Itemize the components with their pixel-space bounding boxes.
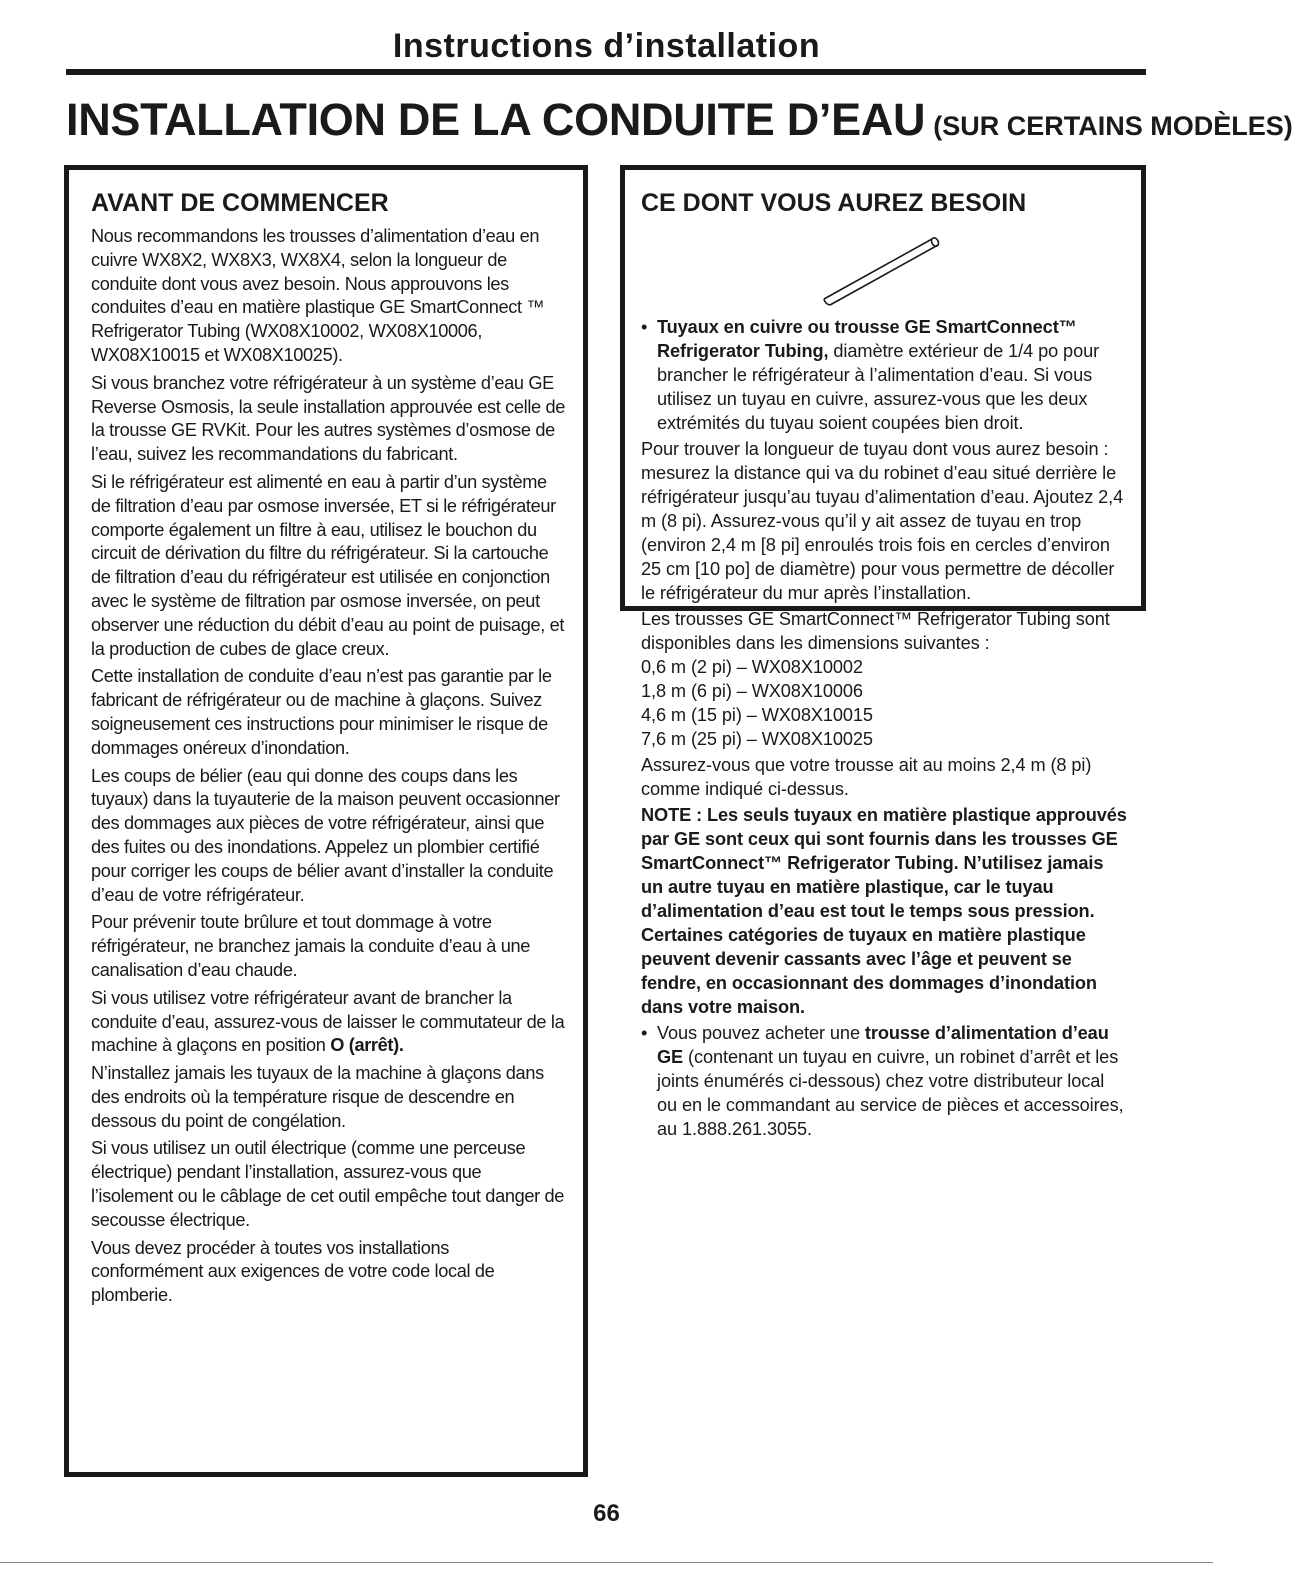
page-number: 66 <box>593 1500 620 1527</box>
body-paragraph: Cette installation de conduite d’eau n’est pas garantie par le fabricant de réfrigérateur ou de machine à glaçons. Suivez soigneusement ces instructions pour minimiser le risque de dommages onéreux d’inondation. <box>91 666 552 758</box>
section-title-main: INSTALLATION DE LA CONDUITE D’EAU <box>66 94 926 145</box>
tubing-illustration <box>784 225 984 315</box>
kit-size-item: 1,8 m (6 pi) – WX08X10006 <box>641 681 863 701</box>
body-paragraph: Pour prévenir toute brûlure et tout dommage à votre réfrigérateur, ne branchez jamais la conduite d’eau à une canalisation d’eau chaude. <box>91 912 531 980</box>
tubing-length-paragraph: Pour trouver la longueur de tuyau dont vous aurez besoin : mesurez la distance qui va du robinet d’eau situé derrière le réfrigérateur jusqu’au tuyau d’alimentation d’eau. Ajoutez 2,4 m (8 pi). Assurez-vous qu’il y ait assez de tuyau en trop (environ 2,4 m [8 pi] enroulés trois fois en cercles d’environ 25 cm [10 po] de diamètre) pour vous permettre de décoller le réfrigérateur du mur après l’installation. <box>641 439 1124 603</box>
body-paragraph: Nous recommandons les trousses d’alimentation d’eau en cuivre WX8X2, WX8X3, WX8X4, selon la longueur de conduite dont vous avez besoin. Nous approuvons les conduites d’eau en matière plastique GE SmartConnect ™ Refrigerator Tubing (WX08X10002, WX08X10006, WX08X10015 et WX08X10025). <box>91 226 545 365</box>
body-paragraph: Les coups de bélier (eau qui donne des coups dans les tuyaux) dans la tuyauterie de la maison peuvent occasionner des dommages aux pièces de votre réfrigérateur, ainsi que des fuites ou des inondations. Appelez un plombier certifié pour corriger les coups de bélier avant d’installer la conduite d’eau de votre réfrigérateur. <box>91 765 560 905</box>
kit-size-item: 0,6 m (2 pi) – WX08X10002 <box>641 657 863 677</box>
what-you-need-heading: CE DONT VOUS AUREZ BESOIN <box>641 189 1027 217</box>
kit-size-item: 4,6 m (15 pi) – WX08X10015 <box>641 705 873 725</box>
body-paragraph: Si vous utilisez un outil électrique (comme une perceuse électrique) pendant l’installation, assurez-vous que l’isolement ou le câblage de cet outil empêche tout danger de secousse électrique. <box>91 1138 565 1230</box>
kit-size-item: 7,6 m (25 pi) – WX08X10025 <box>641 729 873 749</box>
plastic-tubing-note <box>641 803 1127 1019</box>
section-title <box>66 92 1293 159</box>
footer-rule <box>0 1562 1213 1563</box>
page-header-title: Instructions d’installation <box>392 27 821 65</box>
water-supply-kit-bullet <box>641 1021 1127 1141</box>
water-supply-kit-post: (contenant un tuyau en cuivre, un robinet d’arrêt et les joints énumérés ci-dessous) chez votre distributeur local ou en le commandant au service de pièces et accessoires, au 1.888.261.3055. <box>657 1047 1124 1139</box>
copper-tubing-text: diamètre extérieur de 1/4 po pour brancher le réfrigérateur à l’alimentation d’eau. Si vous utilisez un tuyau en cuivre, assurez-vous que les deux extrémités du tuyau soient coupées bien droit. <box>657 341 1100 433</box>
plastic-tubing-note-text: NOTE : Les seuls tuyaux en matière plastique approuvés par GE sont ceux qui sont fournis dans les trousses GE SmartConnect™ Refrigerator Tubing. N’utilisez jamais un autre tuyau en matière plastique, car le tuyau d’alimentation d’eau est tout le temps sous pression. Certaines catégories de tuyaux en matière plastique peuvent devenir cassants avec l’âge et peuvent se fendre, en occasionnant des dommages d’inondation dans votre maison. <box>641 805 1127 1017</box>
before-you-begin-box <box>64 165 588 1477</box>
bullet-dot: • <box>641 317 648 337</box>
ice-maker-switch-off: O (arrêt). <box>330 1035 404 1056</box>
kit-availability-paragraph: Les trousses GE SmartConnect™ Refrigerator Tubing sont disponibles dans les dimensions suivantes : <box>641 609 1110 653</box>
body-paragraph: Si vous branchez votre réfrigérateur à un système d’eau GE Reverse Osmosis, la seule installation approuvée est celle de la trousse GE RVKit. Pour les autres systèmes d’osmose de l’eau, suivez les recommandations du fabricant. <box>91 372 566 465</box>
water-supply-kit-bold: trousse d’alimentation d’eau GE <box>657 1023 1109 1067</box>
ice-maker-switch-text: Si vous utilisez votre réfrigérateur avant de brancher la conduite d’eau, assurez-vous de laisser le commutateur de la machine à glaçons en position <box>91 987 565 1056</box>
ice-maker-switch-paragraph <box>91 987 565 1058</box>
copper-tubing-bold: Tuyaux en cuivre ou trousse GE SmartConnect™ Refrigerator Tubing, <box>657 317 1077 361</box>
body-paragraph: Si le réfrigérateur est alimenté en eau à partir d’un système de filtration d’eau par osmose inversée, ET si le réfrigérateur comporte également un filtre à eau, utilisez le bouchon du circuit de dérivation du filtre du réfrigérateur. Si la cartouche de filtration d’eau du réfrigérateur est utilisée en conjonction avec le système de filtration par osmose inversée, on peut observer une réduction du débit d’eau au point de puisage, et la production de cubes de glace creux. <box>91 471 565 659</box>
before-you-begin-heading: AVANT DE COMMENCER <box>91 189 389 217</box>
water-supply-kit-pre: Vous pouvez acheter une <box>657 1023 865 1043</box>
kit-length-paragraph: Assurez-vous que votre trousse ait au moins 2,4 m (8 pi) comme indiqué ci-dessus. <box>641 755 1092 799</box>
body-paragraph: N’installez jamais les tuyaux de la machine à glaçons dans des endroits où la température risque de descendre en dessous du point de congélation. <box>91 1063 544 1131</box>
copper-tubing-bullet <box>641 315 1127 435</box>
header-rule <box>66 69 1146 75</box>
section-title-subtitle: (SUR CERTAINS MODÈLES) <box>933 111 1293 141</box>
body-paragraph: Vous devez procéder à toutes vos installations conformément aux exigences de votre code local de plomberie. <box>91 1237 495 1306</box>
bullet-dot: • <box>641 1023 648 1043</box>
what-you-need-box <box>620 165 1146 1139</box>
